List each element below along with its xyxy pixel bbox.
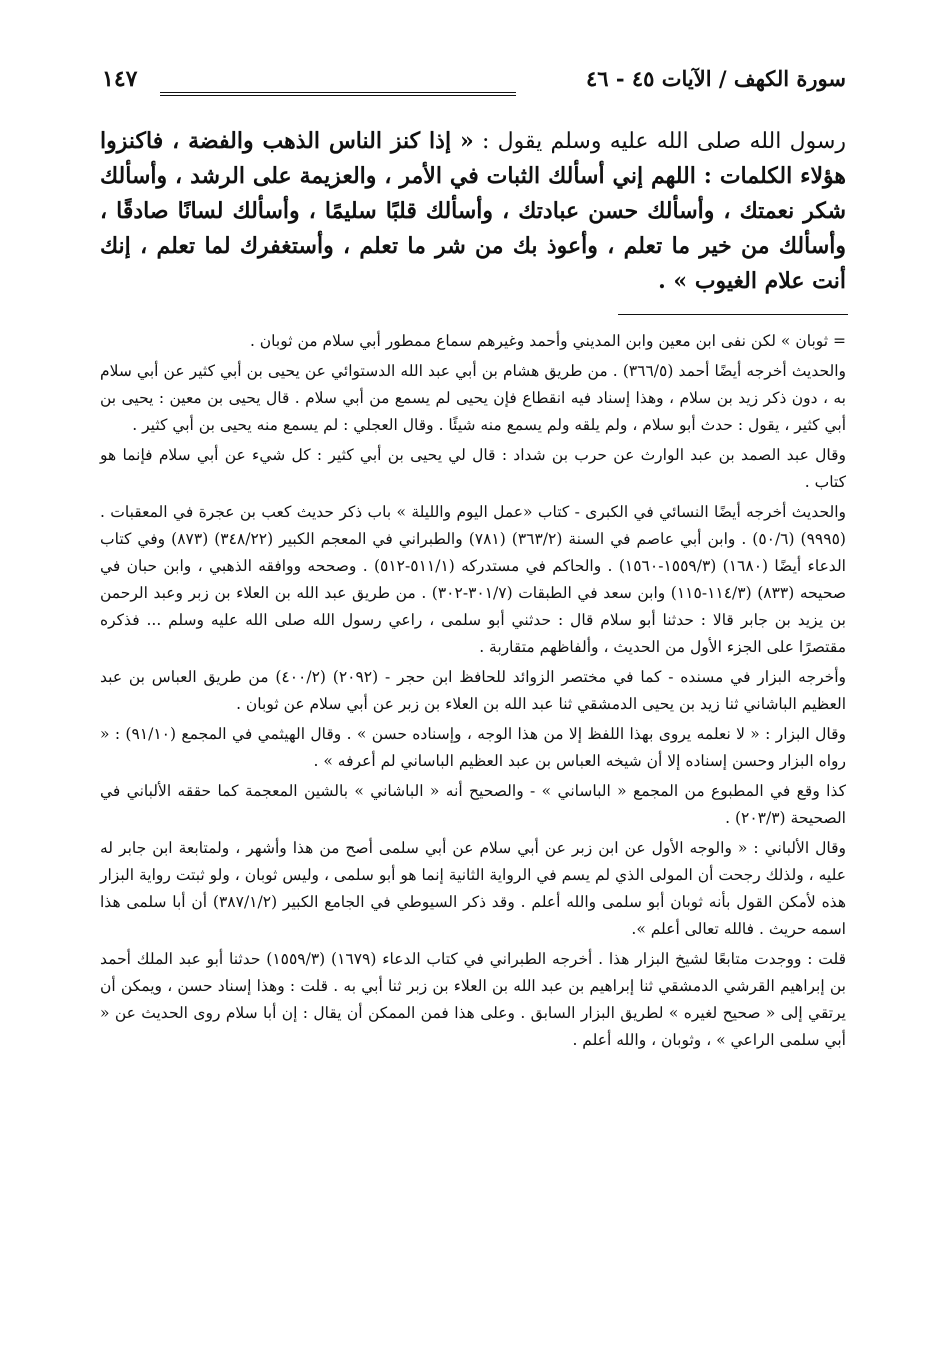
footnote-separator	[618, 314, 848, 315]
footnote-paragraph: والحديث أخرجه أيضًا النسائي في الكبرى - كتاب «عمل اليوم والليلة » باب ذكر حديث كعب بن عجرة في المعقبات . (٩٩٩٥) (٥٠/٦) . وابن أبي عاصم في السنة (٣٦٣/٢) (٧٨١) والطبراني في المعجم الكبير (٣٤٨/٢٢) (٨٧٣) وفي كتاب الدعاء أيضًا (١٦٨٠) (١٥٥٩/٣-١٥٦٠) . والحاكم في مستدركه (٥١١/١-٥١٢) . وصححه ووافقه الذهبي ، وابن حبان في صحيحه (٨٣٣) (١١٤/٣-١١٥) وابن سعد في الطبقات (٣٠١/٧-٣٠٢) . من طريق عبد الله بن العلاء بن زبر وعبد الرحمن بن يزيد بن جابر قالا : حدثنا أبو سلام قال : حدثني أبو سلمى ، راعي رسول الله صلى الله عليه وسلم ... فذكره مقتصرًا على الجزء الأول من الحديث ، وألفاظهم متقاربة .	[100, 503, 846, 656]
footnote-paragraph: والحديث أخرجه أيضًا أحمد (٣٦٦/٥) . من طريق هشام بن أبي عبد الله الدستوائي عن يحيى بن أبي كثير عن أبي سلام به ، دون ذكر زيد بن سلام ، وهذا إسناد فيه انقطاع فإن يحيى لم يسمع من أبي سلام . قال يحيى بن معين : يحيى بن أبي كثير ، يقول : حدث أبو سلام ، ولم يلقه ولم يسمع منه شيئًا . وقال العجلي : لم يسمع منه يحيى بن أبي كثير .	[100, 362, 847, 434]
footnote-paragraph: كذا وقع في المطبوع من المجمع « الباساني » - والصحيح أنه « الباشاني » بالشين المعجمة كما حققه الألباني في الصحيحة (٢٠٣/٣) .	[100, 782, 846, 827]
main-intro: رسول الله صلى الله عليه وسلم يقول :	[473, 129, 846, 154]
running-title: سورة الكهف / الآيات ٤٥ - ٤٦	[585, 66, 846, 91]
page-header	[100, 66, 846, 106]
page-number: ١٤٧	[102, 66, 138, 92]
footnote-paragraph: وقال عبد الصمد بن عبد الوارث عن حرب بن شداد : قال لي يحيى بن أبي كثير : كل شيء عن أبي سلام فإنما هو كتاب .	[100, 446, 846, 491]
footnotes	[100, 328, 846, 1057]
hadith-quote: « إذا كنز الناس الذهب والفضة ، فاكنزوا هؤلاء الكلمات : اللهم إني أسألك الثبات في الأمر ، والعزيمة على الرشد ، وأسألك شكر نعمتك ، وأسألك حسن عبادتك ، وأسألك قلبًا سليمًا ، وأسألك لسانًا صادقًا ، وأسألك من خير ما تعلم ، وأعوذ بك من شر ما تعلم ، وأستغفرك لما تعلم ، إنك أنت علام الغيوب » .	[100, 128, 846, 294]
footnote-paragraph: قلت : ووجدت متابعًا لشيخ البزار هذا . أخرجه الطبراني في كتاب الدعاء (١٦٧٩) (١٥٥٩/٣) حدثنا أبو عبد الملك أحمد بن إبراهيم القرشي الدمشقي ثنا إبراهيم بن عبد الله بن العلاء بن زبر ثنا أبي به . قلت : وهذا إسناد حسن ، ويمكن أن يرتقي إلى « صحيح لغيره » لطريق البزار السابق . وعلى هذا فمن الممكن أن يقال : إن أبا سلام روى الحديث عن « أبي سلمى الراعي » ، وثوبان ، والله أعلم .	[100, 950, 846, 1049]
footnote-paragraph: وقال البزار : « لا نعلمه يروى بهذا اللفظ إلا من هذا الوجه ، وإسناده حسن » . وقال الهيثمي في المجمع (٩١/١٠) : « رواه البزار وحسن إسناده إلا أن شيخه العباس بن عبد العظيم الباساني لم أعرفه » .	[100, 725, 846, 770]
header-rule	[160, 92, 516, 96]
footnote-paragraph: = ثوبان » لكن نفى ابن معين وابن المديني وأحمد وغيرهم سماع ممطور أبي سلام من ثوبان .	[249, 332, 846, 350]
footnote-paragraph: وقال الألباني : « والوجه الأول عن ابن زبر عن أبي سلام عن أبي سلمى أصح من هذا وأشهر ، ولمتابعة ابن جابر له عليه ، ولذلك رجحت أن المولى الذي لم يسم في الرواية الثانية إنما هو أبو سلمى ، وليس ثوبان ، ولو ثبتت رواية البزار هذه لأمكن القول بأنه ثوبان أبو سلمى والله أعلم . وقد ذكر السيوطي في الجامع الكبير (٣٨٧/١/٢) أن أبا سلمى هذا اسمه حريث . فالله تعالى أعلم ».	[100, 839, 846, 938]
main-text	[100, 124, 846, 299]
footnote-paragraph: وأخرجه البزار في مسنده - كما في مختصر الزوائد للحافظ ابن حجر - (٢٠٩٢) (٤٠٠/٢) من طريق العباس بن عبد العظيم الباشاني ثنا زيد بن يحيى الدمشقي ثنا عبد الله بن العلاء بن زبر عن أبي سلام عن ثوبان .	[100, 668, 846, 713]
